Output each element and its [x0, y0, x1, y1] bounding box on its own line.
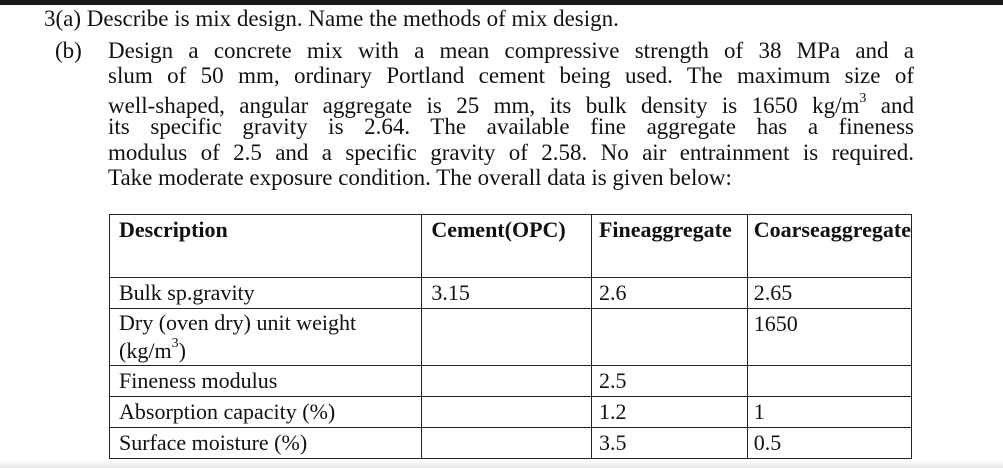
table-row — [110, 397, 912, 428]
header-description-text: Description — [119, 217, 228, 242]
superscript-3: 3 — [859, 90, 867, 106]
header-coarse-line1: Coarse — [753, 217, 820, 242]
table-row — [110, 366, 912, 397]
cell-fine — [591, 309, 747, 366]
top-border — [0, 0, 1003, 5]
table-row — [110, 309, 912, 366]
header-coarse-line2: aggregate — [819, 217, 911, 242]
part-b-line-3-tail: and — [866, 92, 915, 118]
part-b-line-5: modulus of 2.5 and a specific gravity of 2.58. No air entrainment is required. — [108, 139, 914, 165]
header-cement-line2: (OPC) — [504, 217, 566, 242]
table-row — [110, 278, 912, 309]
cell-description: Bulk sp.gravity — [110, 278, 422, 309]
cell-cement — [422, 397, 592, 428]
table-row — [110, 428, 912, 459]
header-coarse-aggregate — [747, 215, 911, 278]
part-b-line-3-text: well-shaped, angular aggregate is 25 mm, its bulk density is 1650 kg/m — [108, 92, 860, 118]
cell-coarse: 2.65 — [747, 278, 911, 309]
header-description — [110, 215, 422, 278]
question-part-b-label: (b) — [55, 38, 82, 63]
data-table — [109, 214, 912, 459]
cell-fine: 3.5 — [591, 428, 747, 459]
cell-coarse: 1 — [747, 397, 911, 428]
header-cement — [422, 215, 592, 278]
bottom-edge — [0, 460, 1003, 468]
header-fine-aggregate — [591, 215, 747, 278]
cell-description: Surface moisture (%) — [110, 428, 422, 459]
cell-fine: 1.2 — [591, 397, 747, 428]
cell-description-line2 — [119, 337, 421, 365]
cell-description-line1: Dry (oven dry) unit weight — [119, 310, 357, 335]
cell-fine: 2.5 — [591, 366, 747, 397]
cell-cement — [422, 366, 592, 397]
part-b-line-1: Design a concrete mix with a mean compressive strength of 38 MPa and a — [108, 38, 914, 63]
cell-description — [110, 309, 422, 366]
cell-coarse: 0.5 — [747, 428, 911, 459]
part-b-line-4: its specific gravity is 2.64. The available fine aggregate has a fineness — [108, 114, 914, 140]
part-b-line-2: slum of 50 mm, ordinary Portland cement being used. The maximum size of — [108, 63, 914, 89]
cell-cement — [422, 428, 592, 459]
unit-close: ) — [178, 338, 186, 363]
header-fine-line2: aggregate — [640, 217, 732, 242]
question-part-b-text — [108, 38, 914, 190]
cell-description: Fineness modulus — [110, 366, 422, 397]
header-cement-line1: Cement — [431, 217, 505, 242]
cell-description: Absorption capacity (%) — [110, 397, 422, 428]
cell-coarse: 1650 — [747, 309, 911, 366]
cell-cement — [422, 309, 592, 366]
cell-cement: 3.15 — [422, 278, 592, 309]
part-b-line-6: Take moderate exposure condition. The overall data is given below: — [108, 164, 732, 190]
unit-text: (kg/m — [119, 338, 172, 363]
header-fine-line1: Fine — [598, 217, 641, 242]
cell-coarse — [747, 366, 911, 397]
table-header-row — [110, 215, 912, 278]
question-part-a: 3(a) Describe is mix design. Name the methods of mix design. — [44, 6, 619, 31]
unit-superscript: 3 — [171, 336, 179, 351]
cell-fine: 2.6 — [591, 278, 747, 309]
